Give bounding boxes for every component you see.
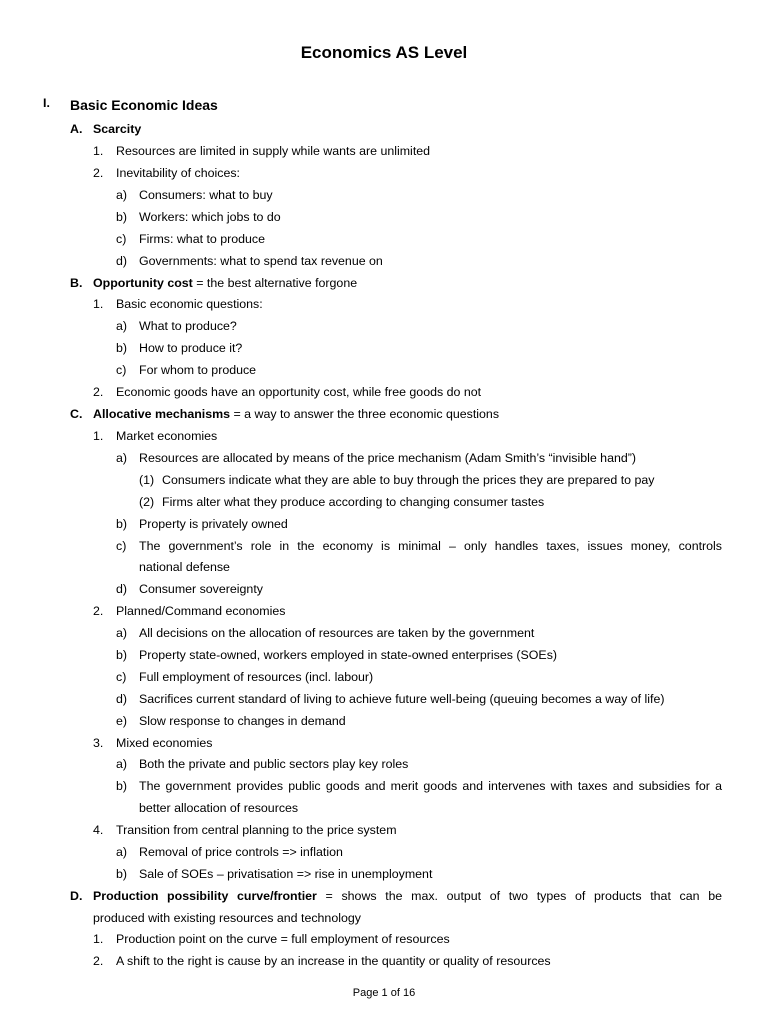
list-item: Resources are allocated by means of the price mechanism (Adam Smith’s “invisible hand”): [139, 451, 636, 465]
item-marker: a): [116, 319, 128, 333]
item-marker: c): [116, 670, 127, 684]
list-item: Firms: what to produce: [139, 232, 266, 246]
list-item: Governments: what to spend tax revenue on: [139, 254, 383, 268]
item-marker: b): [116, 648, 128, 662]
subsection-line: [93, 275, 357, 291]
item-marker: D.: [70, 889, 83, 903]
item-marker: A.: [70, 122, 83, 136]
subsection-line: [93, 888, 722, 904]
item-marker: b): [116, 210, 128, 224]
subsection-heading: Scarcity: [93, 122, 142, 136]
list-item: For whom to produce: [139, 363, 257, 377]
list-item: Sale of SOEs – privatisation => rise in unemployment: [139, 867, 433, 881]
list-item: What to produce?: [139, 319, 237, 333]
item-marker: a): [116, 188, 128, 202]
item-marker: 1.: [93, 297, 104, 311]
item-marker: b): [116, 867, 128, 881]
list-item-continuation: better allocation of resources: [139, 801, 299, 815]
subsection-heading: Production possibility curve/frontier: [93, 889, 317, 903]
list-item: Removal of price controls => inflation: [139, 845, 343, 859]
list-item: How to produce it?: [139, 341, 243, 355]
definition-text: = shows the max. output of two types of products that can be: [316, 889, 722, 903]
item-marker: 1.: [93, 144, 104, 158]
list-item: Consumers indicate what they are able to buy through the prices they are prepared to pay: [162, 473, 655, 487]
item-marker: 1.: [93, 429, 104, 443]
item-marker: a): [116, 757, 128, 771]
list-item: Resources are limited in supply while wants are unlimited: [116, 144, 431, 158]
item-marker: d): [116, 254, 128, 268]
section-marker: I.: [43, 96, 50, 110]
item-marker: e): [116, 714, 128, 728]
list-item: Planned/Command economies: [116, 604, 286, 618]
list-item: Production point on the curve = full employment of resources: [116, 932, 450, 946]
definition-continuation: produced with existing resources and technology: [93, 911, 361, 925]
list-item: The government’s role in the economy is minimal – only handles taxes, issues money, controls: [139, 539, 722, 553]
subsection-line: [93, 406, 499, 422]
list-item: Mixed economies: [116, 736, 213, 750]
list-item: Both the private and public sectors play key roles: [139, 757, 409, 771]
list-item: Firms alter what they produce according to changing consumer tastes: [162, 495, 545, 509]
list-item: All decisions on the allocation of resources are taken by the government: [139, 626, 535, 640]
subsection-heading: Opportunity cost: [93, 276, 193, 290]
list-item: Market economies: [116, 429, 218, 443]
list-item: Inevitability of choices:: [116, 166, 240, 180]
item-marker: 3.: [93, 736, 104, 750]
list-item-continuation: national defense: [139, 560, 230, 574]
section-title: Basic Economic Ideas: [70, 97, 218, 113]
list-item: Economic goods have an opportunity cost, while free goods do not: [116, 385, 482, 399]
list-item: Sacrifices current standard of living to achieve future well-being (queuing becomes a way of life): [139, 692, 665, 706]
definition-text: = a way to answer the three economic questions: [230, 407, 500, 421]
list-item: Full employment of resources (incl. labour): [139, 670, 374, 684]
item-marker: 1.: [93, 932, 104, 946]
list-item: The government provides public goods and merit goods and intervenes with taxes and subsidies for a: [139, 779, 722, 793]
list-item: A shift to the right is cause by an increase in the quantity or quality of resources: [116, 954, 551, 968]
list-item: Property state-owned, workers employed in state-owned enterprises (SOEs): [139, 648, 558, 662]
list-item: Consumers: what to buy: [139, 188, 273, 202]
item-marker: a): [116, 451, 128, 465]
item-marker: b): [116, 341, 128, 355]
list-item: Transition from central planning to the price system: [116, 823, 397, 837]
item-marker: a): [116, 845, 128, 859]
item-marker: b): [116, 779, 128, 793]
definition-text: = the best alternative forgone: [192, 276, 358, 290]
page-number: Page 1 of 16: [352, 987, 416, 999]
item-marker: B.: [70, 276, 83, 290]
item-marker: (2): [139, 495, 155, 509]
item-marker: (1): [139, 473, 155, 487]
item-marker: c): [116, 539, 127, 553]
list-item: Slow response to changes in demand: [139, 714, 346, 728]
item-marker: a): [116, 626, 128, 640]
list-item: Property is privately owned: [139, 517, 288, 531]
item-marker: d): [116, 692, 128, 706]
item-marker: c): [116, 232, 127, 246]
item-marker: 2.: [93, 166, 104, 180]
item-marker: C.: [70, 407, 83, 421]
item-marker: 2.: [93, 385, 104, 399]
document-title: Economics AS Level: [300, 43, 468, 62]
item-marker: 4.: [93, 823, 104, 837]
item-marker: c): [116, 363, 127, 377]
list-item: Workers: which jobs to do: [139, 210, 281, 224]
item-marker: b): [116, 517, 128, 531]
item-marker: 2.: [93, 604, 104, 618]
item-marker: 2.: [93, 954, 104, 968]
subsection-heading: Allocative mechanisms: [93, 407, 231, 421]
list-item: Consumer sovereignty: [139, 582, 263, 596]
item-marker: d): [116, 582, 128, 596]
list-item: Basic economic questions:: [116, 297, 263, 311]
